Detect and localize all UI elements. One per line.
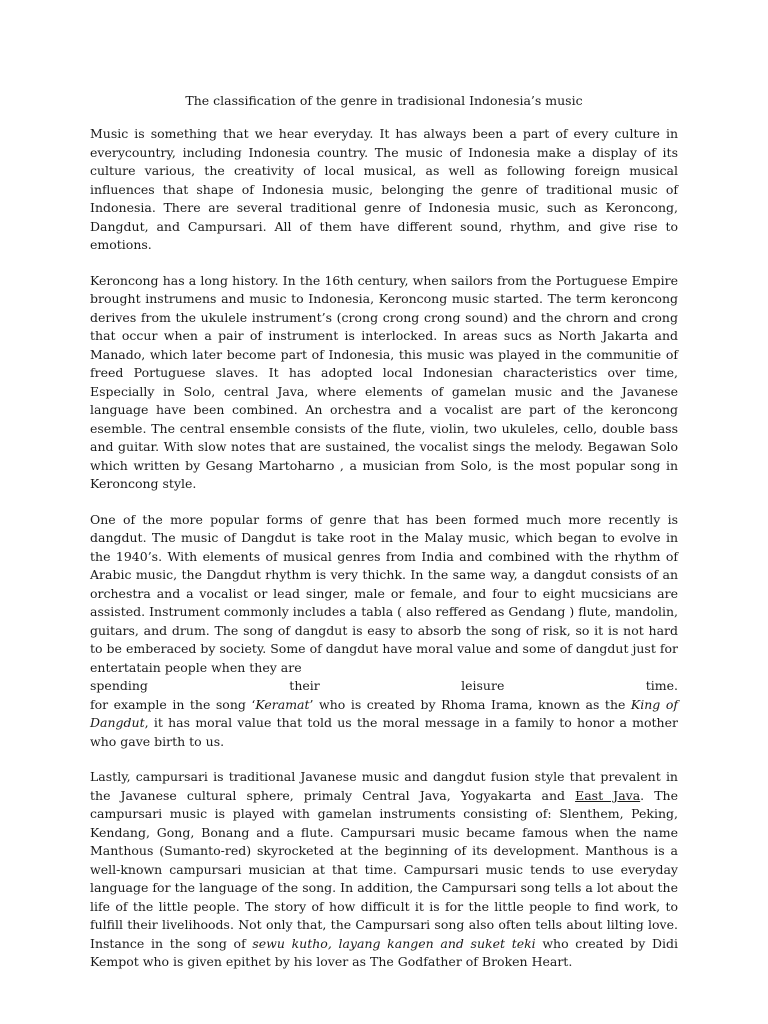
campursari-text-b: . The campursari music is played with gamelan instruments consisting of: Slenthem, Peking, Kendang, Gong, Bonang and a flute. Campursari music became famous when the name Manthous (Sumanto-red) skyrocketed at the beginning of its development. Manthous is a well-known campursari musician at that time. Campursari music tends to use everyday language for the language of the song. In addition, the Campursari song tells a lot about the life of the little people. The story of how difficult it is for the little people to find work, to fulfill their livelihoods. Not only that, the Campursari song also often tells about lilting love. Instance in the song of [90,787,679,951]
paragraph-intro: Music is something that we hear everyday. It has always been a part of every culture in everycountry, including Indonesia country. The music of Indonesia make a display of its culture various, the creativity of local musical, as well as following foreign musical influences that shape of Indonesia music, belonging the genre of traditional music of Indonesia. There are several traditional genre of Indonesia music, such as Keroncong, Dangdut, and Campursari. All of them have different sound, rhythm, and give rise to emotions. [90,126,678,252]
campursari-text-c: who created by Didi Kempot who is given epithet by his lover as The Godfather of Broken Heart. [90,935,678,969]
spread-word: spending [90,678,148,693]
paragraph-dangdut [90,511,678,752]
document-title: The classification of the genre in tradisional Indonesia’s music [185,93,583,108]
spread-word: leisure [461,678,505,693]
east-java-link[interactable]: East Java [575,787,641,803]
campursari-text-a: Lastly, campursari is traditional Javanese music and dangdut fusion style that prevalent in the Javanese cultural sphere, primaly Central Java, Yogyakarta and [90,769,678,803]
spread-word: their [289,678,320,693]
paragraph-campursari [90,768,678,972]
epithet-king-of-dangdut: King of Dangdut [90,696,678,730]
dangdut-spread-line [90,677,678,696]
song-titles-campursari: sewu kutho, layang kangen and suket teki [252,935,536,951]
dangdut-text-d: , it has moral value that told us the moral message in a family to honor a mother who gave birth to us. [90,715,678,749]
spread-word: time. [645,678,678,693]
dangdut-text-c: ’ who is created by Rhoma Irama, known as the [309,696,631,712]
song-title-keramat: Keramat [255,696,310,712]
dangdut-text-b: for example in the song ‘ [90,696,256,712]
paragraph-keroncong: Keroncong has a long history. In the 16th century, when sailors from the Portuguese Empire brought instrumens and music to Indonesia, Keroncong music started. The term keroncong derives from the ukulele instrument’s (crong crong crong sound) and the chrorn and crong that occur when a pair of instrument is interlocked. In areas sucs as North Jakarta and Manado, which later become part of Indonesia, this music was played in the communitie of freed Portuguese slaves. It has adopted local Indonesian characteristics over time, Especially in Solo, central Java, where elements of gamelan music and the Javanese language have been combined. An orchestra and a vocalist are part of the keroncong esemble. The central ensemble consists of the flute, violin, two ukuleles, cello, double bass and guitar. With slow notes that are sustained, the vocalist sings the melody. Begawan Solo which written by Gesang Martoharno , a musician from Solo, is the most popular song in Keroncong style. [90,272,678,491]
dangdut-text-a: One of the more popular forms of genre that has been formed much more recently is dangdut. The music of Dangdut is take root in the Malay music, which began to evolve in the 1940’s. With elements of musical genres from India and combined with the rhythm of Arabic music, the Dangdut rhythm is very thichk. In the same way, a dangdut consists of an orchestra and a vocalist or lead singer, male or female, and four to eight mucsicians are assisted. Instrument commonly includes a tabla ( also reffered as Gendang ) flute, mandolin, guitars, and drum. The song of dangdut is easy to absorb the song of risk, so it is not hard to be emberaced by society. Some of dangdut have moral value and some of dangdut just for entertatain people when they are [90,511,678,675]
